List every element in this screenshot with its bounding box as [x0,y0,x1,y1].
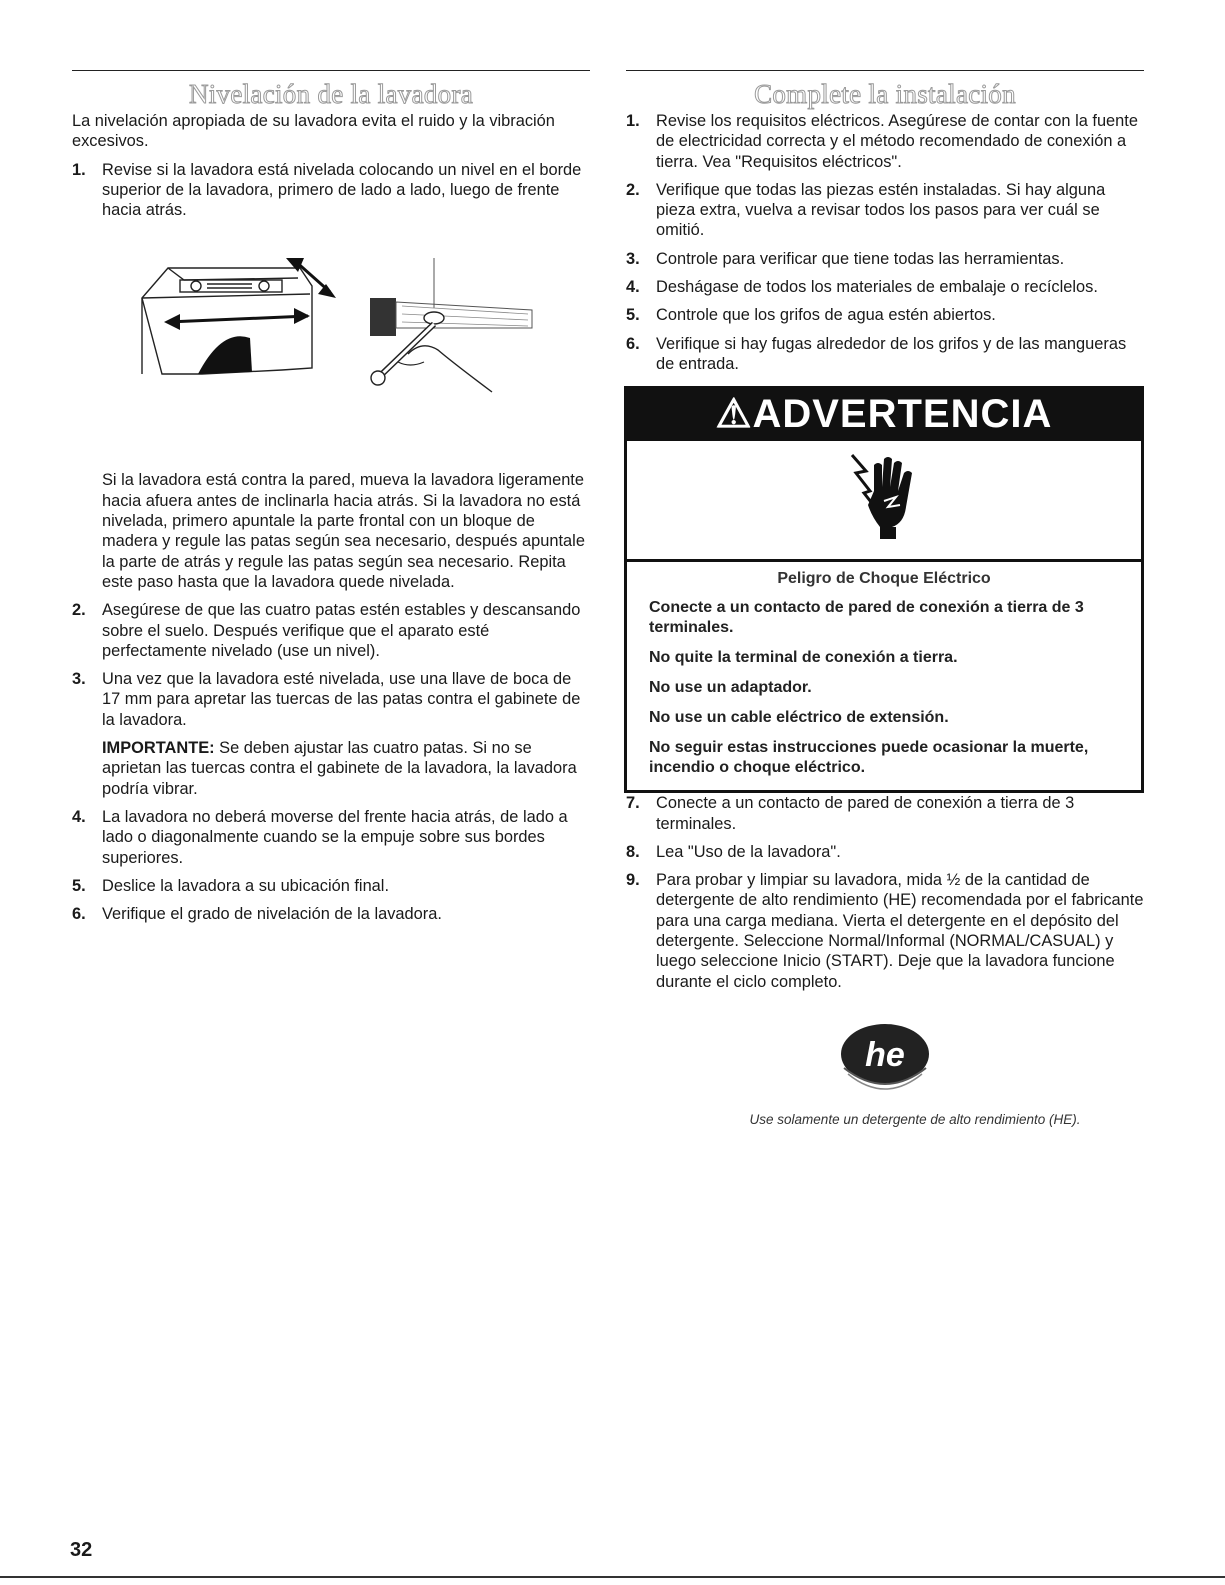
list-item [626,111,1144,172]
step-number: 5. [626,306,640,325]
list-item [626,793,1144,834]
leveling-steps-continued [72,600,590,730]
step-text: Verifique que todas las piezas estén instaladas. Si hay alguna pieza extra, vuelva a revisar todos los pasos para ver cuál se omitió. [656,180,1106,240]
warning-line: No use un adaptador. [649,679,812,697]
warning-body [627,562,1141,790]
warning-box [624,386,1144,793]
section-rule [626,70,1144,71]
washer-level-illustration [72,258,590,444]
leveling-steps-final [72,807,590,924]
step-number: 3. [626,249,640,268]
important-label: IMPORTANTE: [102,739,215,758]
step-number: 6. [72,905,86,924]
step-number: 9. [626,871,640,890]
step-number: 4. [626,278,640,297]
step-text: Deshágase de todos los materiales de embalaje o recíclelos. [656,278,1098,297]
list-item [72,807,590,868]
list-item [626,870,1144,992]
warning-line: Conecte a un contacto de pared de conexión a tierra de 3 terminales. [649,599,1084,637]
warning-title: Peligro de Choque Eléctrico [777,570,991,588]
section-rule [72,70,590,71]
list-item [72,600,590,661]
warning-line: No use un cable eléctrico de extensión. [649,709,949,727]
step-text: Controle para verificar que tiene todas las herramientas. [656,249,1065,268]
leveling-illustration [72,258,590,444]
warning-icon-row [627,441,1141,562]
he-logo [830,1020,940,1100]
important-note [72,738,590,799]
logo-caption: Use solamente un detergente de alto rendimiento (HE). [749,1111,1081,1127]
step-text: Deslice la lavadora a su ubicación final. [102,876,389,895]
warning-header [627,389,1141,441]
step-text: Para probar y limpiar su lavadora, mida ½ de la cantidad de detergente de alto rendimiento (HE) recomendada por el fabricante para una carga mediana. Vierta el detergente en el depósito del detergente. Seleccione Normal/Informal (NORMAL/CASUAL) y luego seleccione Inicio (START). Deje que la lavadora funcione durante el ciclo completo. [656,871,1144,991]
step-text: La lavadora no deberá moverse del frente hacia atrás, de lado a lado o diagonalmente cuando se la empuje sobre sus bordes superiores. [102,807,568,867]
step-text: Revise si la lavadora está nivelada colocando un nivel en el borde superior de la lavadora, primero de lado a lado, luego de frente hacia atrás. [102,160,582,220]
warning-line: No quite la terminal de conexión a tierra. [649,649,958,667]
section-title-leveling: Nivelación de la lavadora [188,79,474,109]
list-item [626,305,1144,325]
page-number: 32 [70,1539,93,1561]
section-title-complete: Complete la instalación [754,79,1016,109]
he-logo-text: he [865,1035,905,1074]
list-item [72,160,590,221]
step1-continuation: Si la lavadora está contra la pared, mueva la lavadora ligeramente hacia afuera antes de inclinarla hacia atrás. Si la lavadora no está nivelada, primero apuntale la parte frontal con un bloque de madera y regule las patas según sea necesario, después apuntale la parte de atrás y regule las patas según sea necesario. Repita este paso hasta que la lavadora quede nivelada. [102,471,585,591]
step-text: Verifique el grado de nivelación de la lavadora. [102,905,442,924]
bottom-rule [0,1576,1225,1578]
step-text: Controle que los grifos de agua estén abiertos. [656,306,996,325]
list-item [626,180,1144,241]
electric-shock-hand-icon [844,451,924,551]
install-steps-continued [626,793,1144,992]
warning-line: No seguir estas instrucciones puede ocasionar la muerte, incendio o choque eléctrico. [649,739,1089,777]
list-item [72,904,590,924]
step-number: 8. [626,842,640,861]
step-number: 7. [626,794,640,813]
left-column [72,70,590,932]
step-text: Una vez que la lavadora esté nivelada, use una llave de boca de 17 mm para apretar las tuercas de las patas contra el gabinete de la lavadora. [102,670,581,729]
list-item [72,876,590,896]
step-text: Conecte a un contacto de pared de conexión a tierra de 3 terminales. [656,794,1075,833]
step-number: 1. [626,112,640,130]
step-number: 4. [72,807,86,826]
list-item [626,249,1144,269]
step-text: Asegúrese de que las cuatro patas estén estables y descansando sobre el suelo. Después verifique que el aparato esté perfectamente nivelado (use un nivel). [102,601,581,660]
step-text: Verifique si hay fugas alrededor de los grifos y de las mangueras de entrada. [656,334,1127,373]
list-item [626,334,1144,375]
list-item [626,842,1144,862]
intro-paragraph: La nivelación apropiada de su lavadora evita el ruido y la vibración excesivos. [72,112,555,151]
important-text: Se deben ajustar las cuatro patas. Si no se aprietan las tuercas contra el gabinete de la lavadora, la lavadora podría vibrar. [102,739,577,798]
leveling-steps [72,160,590,221]
step-number: 3. [72,670,86,689]
step-text: Lea "Uso de la lavadora". [656,842,841,861]
right-column [626,70,1144,1127]
list-item [72,669,590,730]
step-text: Revise los requisitos eléctricos. Asegúrese de contar con la fuente de electricidad correcta y el método recomendado de conexión a tierra. Vea "Requisitos eléctricos". [656,112,1138,171]
step-number: 2. [72,601,86,620]
list-item [626,277,1144,297]
warning-header-text: ADVERTENCIA [752,392,1053,437]
step-number: 6. [626,334,640,353]
step-number: 5. [72,876,86,895]
install-steps [626,111,1144,374]
step-number: 2. [626,180,640,199]
step-number: 1. [72,160,86,179]
warning-triangle-icon: ⚠ [715,392,753,437]
